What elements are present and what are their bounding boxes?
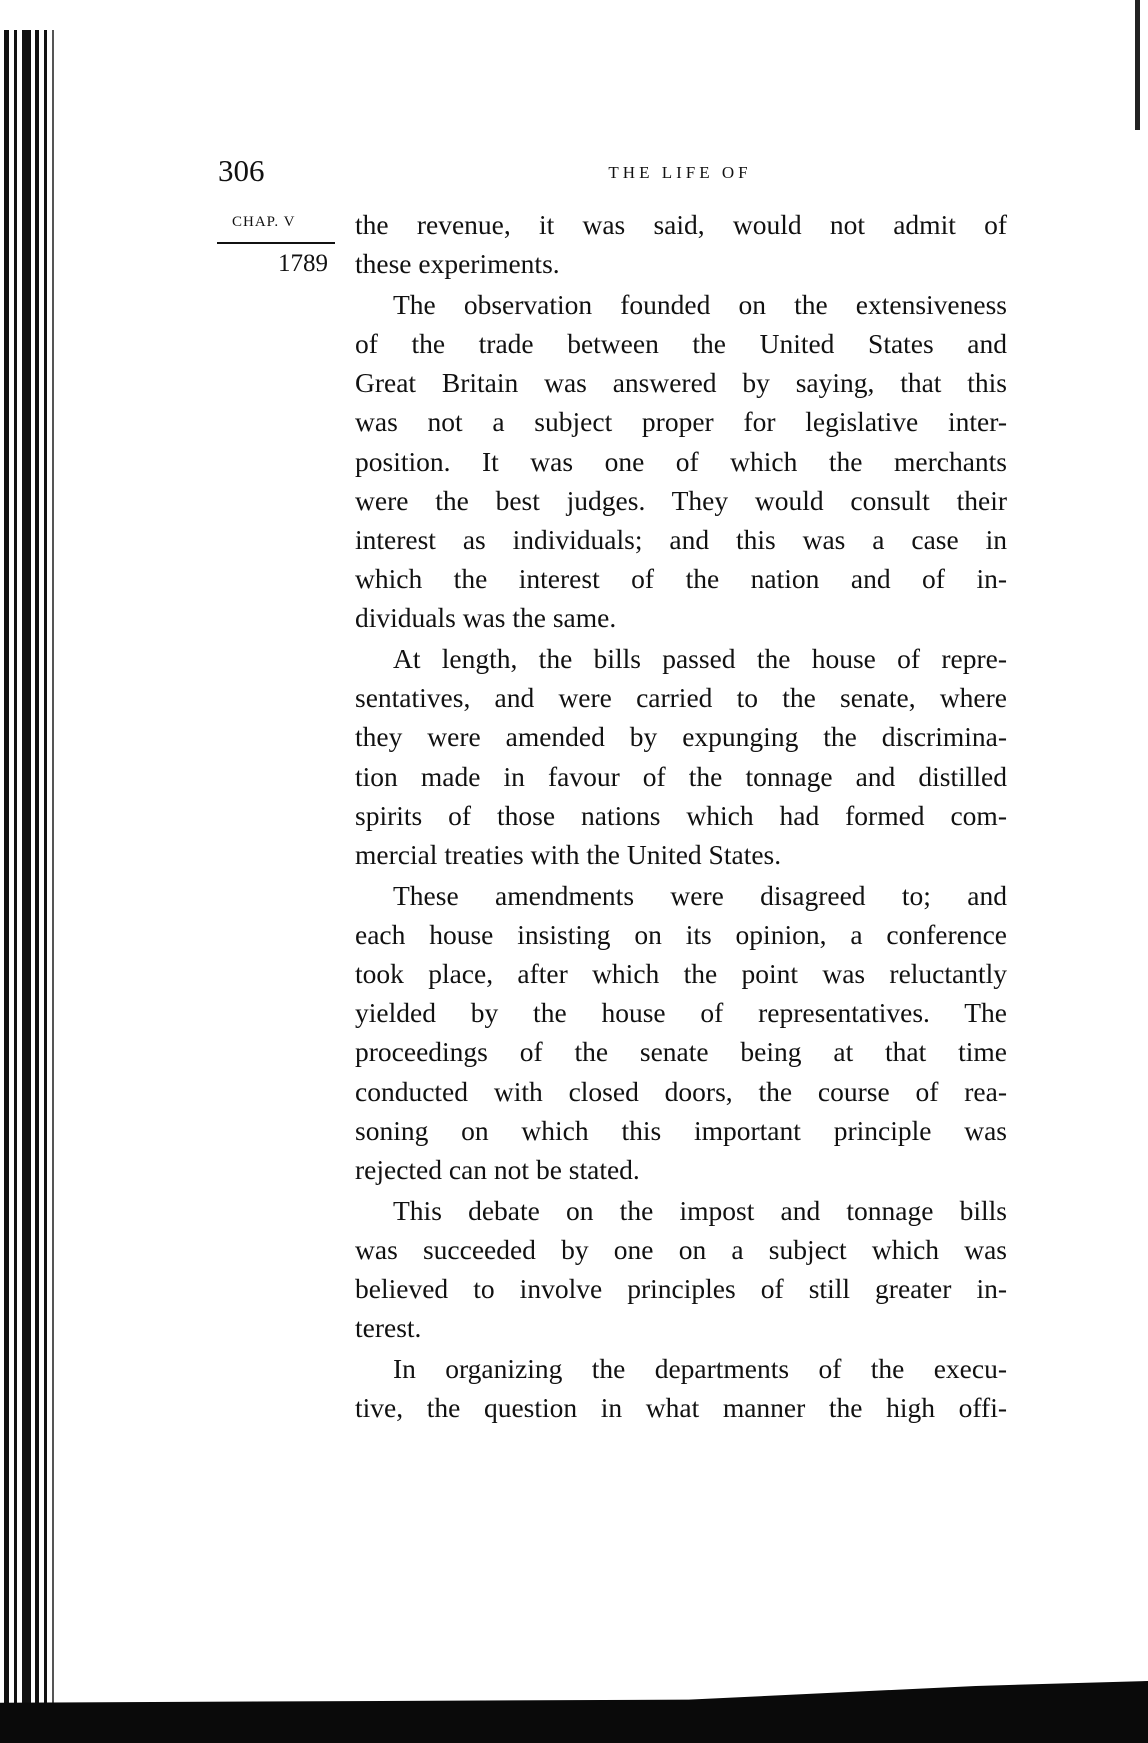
paragraph: [355, 1191, 1007, 1348]
page-edge-mark: [1135, 0, 1140, 130]
text-line: dividuals was the same.: [355, 602, 617, 634]
text-line: This debate on the impost and tonnage bills: [393, 1194, 1007, 1226]
body-text: [355, 205, 1007, 1429]
text-line: At length, the bills passed the house of repre-: [393, 643, 1007, 675]
text-line: they were amended by expunging the discrimina-: [355, 721, 1007, 753]
text-line: was not a subject proper for legislative inter-: [355, 406, 1007, 438]
scan-shadow-band: [0, 1681, 1148, 1743]
text-line: took place, after which the point was reluctantly: [355, 958, 1007, 990]
text-line: yielded by the house of representatives. The: [355, 997, 1007, 1029]
paragraph: [355, 876, 1007, 1190]
margin-chapter: CHAP. V: [232, 214, 296, 230]
text-line: interest as individuals; and this was a case in: [355, 524, 1007, 555]
text-line: of the trade between the United States and: [355, 328, 1007, 360]
text-line: Great Britain was answered by saying, that this: [355, 367, 1007, 399]
text-line: mercial treaties with the United States.: [355, 839, 782, 870]
text-line: each house insisting on its opinion, a conference: [355, 918, 1007, 950]
text-line: rejected can not be stated.: [355, 1154, 640, 1185]
margin-year: 1789: [278, 250, 328, 277]
book-binding-edge: [0, 30, 60, 1743]
text-line: believed to involve principles of still greater in-: [355, 1273, 1007, 1305]
text-line: proceedings of the senate being at that time: [355, 1036, 1007, 1068]
text-line: tive, the question in what manner the high offi-: [355, 1392, 1007, 1424]
text-line: these experiments.: [355, 248, 560, 280]
text-line: terest.: [355, 1312, 422, 1344]
text-line: sentatives, and were carried to the senate, where: [355, 682, 1007, 714]
text-line: spirits of those nations which had formed com-: [355, 799, 1007, 831]
text-line: the revenue, it was said, would not admit of: [355, 209, 1007, 240]
page-number: 306: [218, 153, 265, 188]
text-line: soning on which this important principle was: [355, 1114, 1007, 1146]
text-line: The observation founded on the extensiveness: [393, 288, 1007, 320]
text-line: position. It was one of which the merchants: [355, 445, 1007, 477]
paragraph: [355, 205, 1007, 283]
paragraph: [355, 1349, 1007, 1427]
text-line: was succeeded by one on a subject which was: [355, 1233, 1007, 1265]
paragraph: [355, 639, 1007, 874]
running-title: THE LIFE OF: [608, 163, 752, 182]
text-line: In organizing the departments of the execu-: [393, 1352, 1007, 1384]
text-line: conducted with closed doors, the course of rea-: [355, 1075, 1007, 1107]
text-line: were the best judges. They would consult their: [355, 484, 1007, 516]
margin-rule: [217, 242, 335, 244]
paragraph: [355, 285, 1007, 638]
text-line: tion made in favour of the tonnage and distilled: [355, 760, 1007, 792]
text-line: These amendments were disagreed to; and: [393, 879, 1007, 911]
text-line: which the interest of the nation and of in-: [355, 563, 1007, 595]
